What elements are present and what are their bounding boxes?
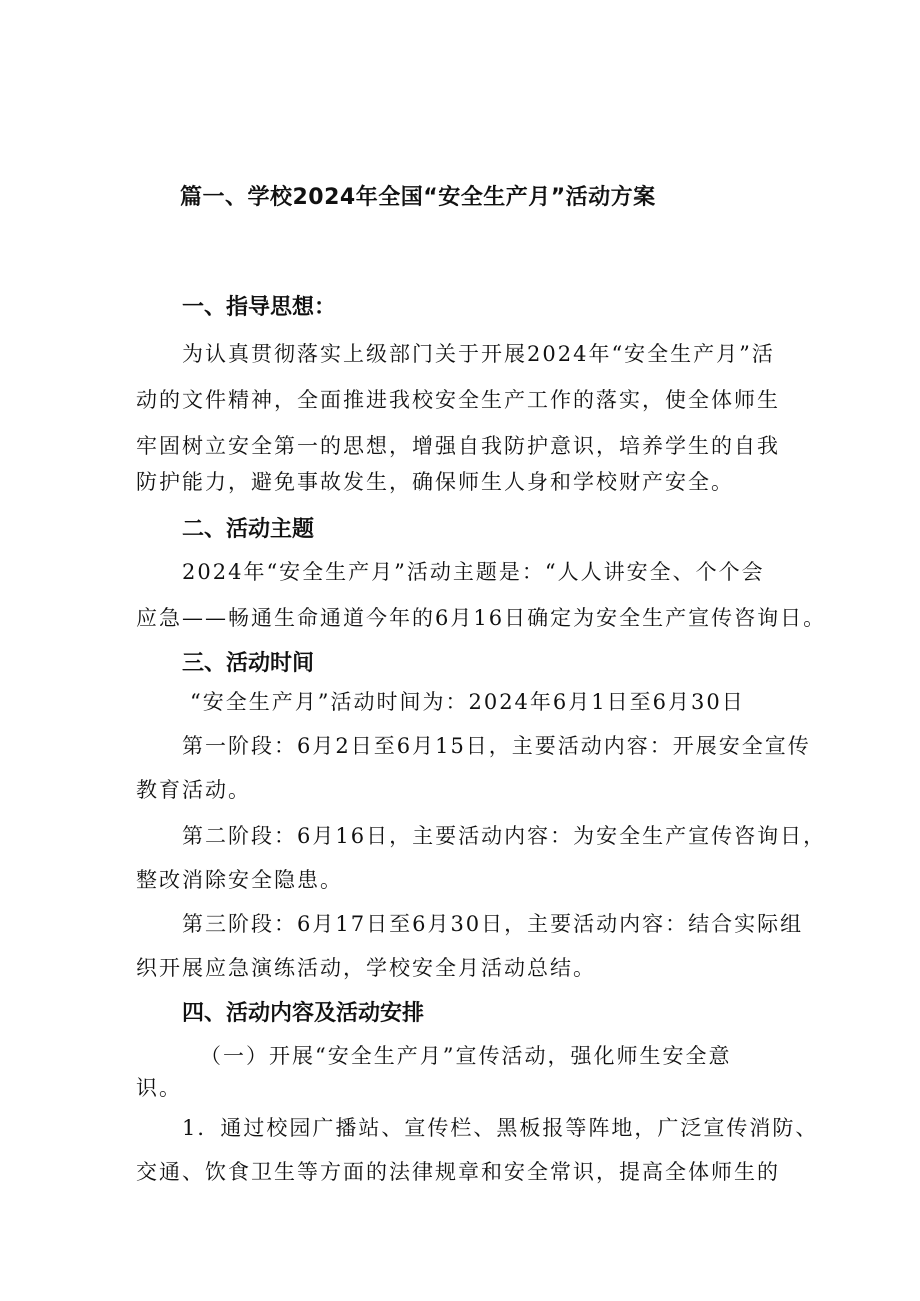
- document-title: 篇一、学校2024年全国“安全生产月”活动方案: [180, 185, 656, 210]
- paragraph-line: 交通、饮食卫生等方面的法律规章和安全常识，提高全体师生的: [136, 1160, 780, 1184]
- paragraph-line: 织开展应急演练活动，学校安全月活动总结。: [136, 956, 596, 980]
- paragraph-line: 第三阶段：6月17日至6月30日，主要活动内容：结合实际组: [182, 912, 804, 936]
- paragraph-line: 第二阶段：6月16日，主要活动内容：为安全生产宣传咨询日，: [182, 824, 827, 848]
- paragraph-line: 识。: [136, 1076, 182, 1100]
- paragraph-line: “安全生产月”活动时间为：2024年6月1日至6月30日: [190, 690, 745, 714]
- paragraph-line: 防护能力，避免事故发生，确保师生人身和学校财产安全。: [136, 470, 734, 494]
- section-heading-guiding-ideology: 一、指导思想：: [182, 295, 337, 320]
- paragraph-line: 牢固树立安全第一的思想，增强自我防护意识，培养学生的自我: [136, 434, 780, 458]
- paragraph-line: 第一阶段：6月2日至6月15日，主要活动内容：开展安全宣传: [182, 734, 811, 758]
- section-heading-activity-content: 四、活动内容及活动安排: [182, 1001, 425, 1026]
- paragraph-line: 1．通过校园广播站、宣传栏、黑板报等阵地，广泛宣传消防、: [182, 1116, 819, 1140]
- section-heading-activity-theme: 二、活动主题: [182, 517, 315, 542]
- paragraph-line: 应急——畅通生命通道今年的6月16日确定为安全生产宣传咨询日。: [136, 606, 827, 630]
- paragraph-line: 2024年“安全生产月”活动主题是：“人人讲安全、个个会: [182, 560, 765, 584]
- paragraph-line: 动的文件精神，全面推进我校安全生产工作的落实，使全体师生: [136, 388, 780, 412]
- paragraph-line: 为认真贯彻落实上级部门关于开展2024年“安全生产月”活: [182, 342, 775, 366]
- paragraph-line: （一）开展“安全生产月”宣传活动，强化师生安全意: [200, 1044, 732, 1068]
- section-heading-activity-time: 三、活动时间: [182, 651, 315, 676]
- paragraph-line: 教育活动。: [136, 778, 251, 802]
- paragraph-line: 整改消除安全隐患。: [136, 868, 343, 892]
